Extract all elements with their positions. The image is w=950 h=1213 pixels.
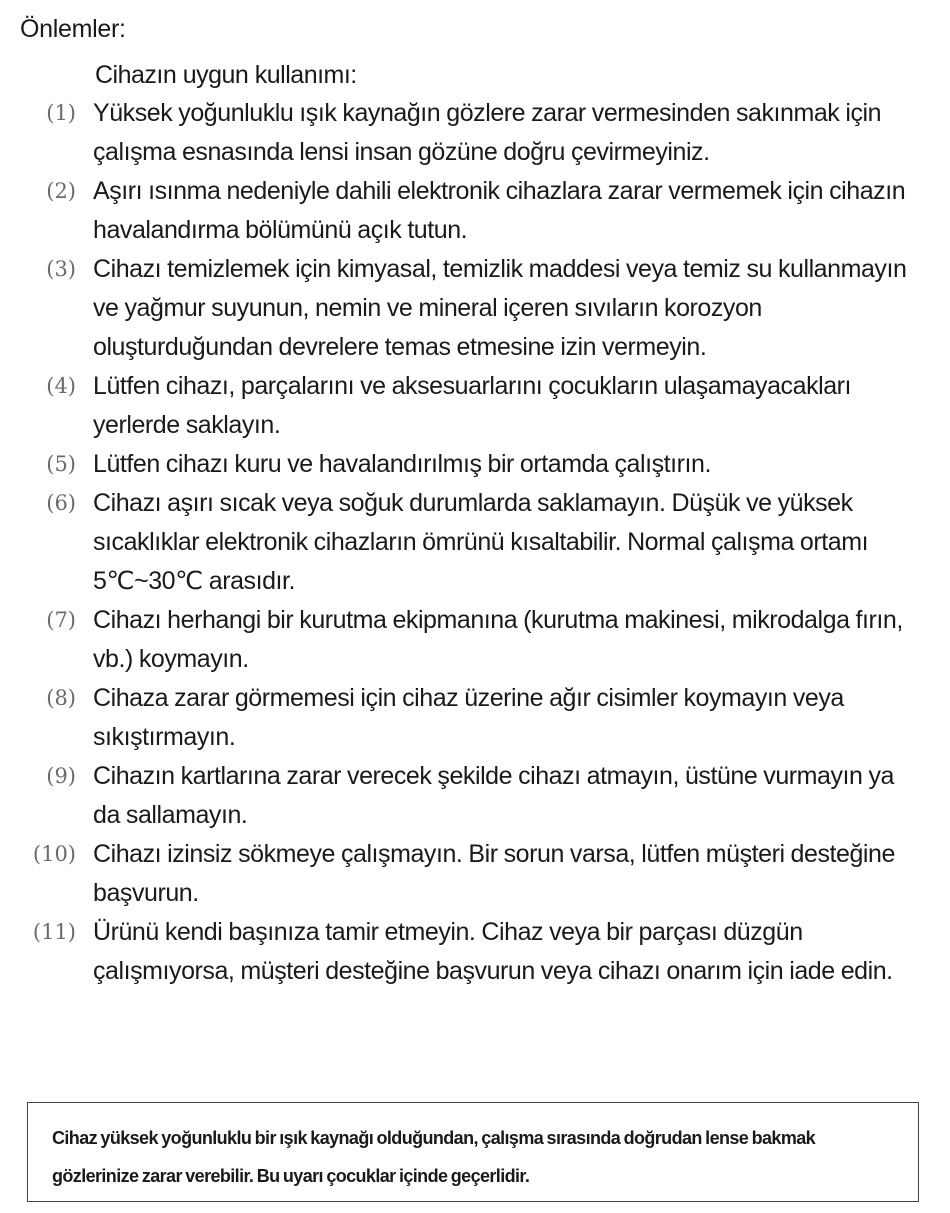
item-text: Ürünü kendi başınıza tamir etmeyin. Cihaz veya bir parçası düzgün çalışmıyorsa, müşteri desteğine başvurun veya cihazı onarım için iade edin. xyxy=(93,918,893,985)
item-text: Cihazı temizlemek için kimyasal, temizlik maddesi veya temiz su kullanmayın ve yağmur suyunun, nemin ve mineral içeren sıvıların korozyon oluşturduğundan devrelere temas etmesine izin vermeyin. xyxy=(93,255,907,361)
item-number: (10) xyxy=(32,842,76,866)
section-subtitle: Cihazın uygun kullanımı: xyxy=(95,61,357,89)
list-item xyxy=(0,913,950,991)
list-item xyxy=(0,94,950,172)
item-text: Yüksek yoğunluklu ışık kaynağın gözlere zarar vermesinden sakınmak için çalışma esnasında lensi insan gözüne doğru çevirmeyiniz. xyxy=(93,99,882,166)
item-number: (7) xyxy=(46,608,76,632)
item-number: (3) xyxy=(46,257,76,281)
page-title: Önlemler: xyxy=(20,15,126,43)
item-text: Aşırı ısınma nedeniyle dahili elektronik cihazlara zarar vermemek için cihazın havalandırma bölümünü açık tutun. xyxy=(93,177,906,244)
item-text: Lütfen cihazı, parçalarını ve aksesuarlarını çocukların ulaşamayacakları yerlerde saklayın. xyxy=(93,372,852,439)
item-number: (8) xyxy=(46,686,76,710)
warning-notice-text: Cihaz yüksek yoğunluklu bir ışık kaynağı olduğundan, çalışma sırasında doğrudan lense bakmak gözlerinize zarar verebilir. Bu uyarı çocuklar içinde geçerlidir. xyxy=(52,1128,816,1186)
item-number: (11) xyxy=(32,920,76,944)
item-text: Cihazı izinsiz sökmeye çalışmayın. Bir sorun varsa, lütfen müşteri desteğine başvurun. xyxy=(93,840,895,907)
list-item xyxy=(0,250,950,367)
item-number: (4) xyxy=(46,374,76,398)
list-item xyxy=(0,445,950,484)
list-item xyxy=(0,679,950,757)
item-text: Cihazı herhangi bir kurutma ekipmanına (kurutma makinesi, mikrodalga fırın, vb.) koymayın. xyxy=(93,606,903,673)
item-number: (1) xyxy=(46,101,76,125)
list-item xyxy=(0,172,950,250)
warning-notice-box xyxy=(27,1102,919,1202)
item-number: (9) xyxy=(46,764,76,788)
item-text: Lütfen cihazı kuru ve havalandırılmış bir ortamda çalıştırın. xyxy=(93,450,711,478)
list-item xyxy=(0,757,950,835)
item-text: Cihazın kartlarına zarar verecek şekilde cihazı atmayın, üstüne vurmayın ya da sallamayın. xyxy=(93,762,895,829)
list-item xyxy=(0,601,950,679)
list-item xyxy=(0,835,950,913)
item-number: (5) xyxy=(46,452,76,476)
precautions-list xyxy=(0,94,950,991)
item-number: (2) xyxy=(46,179,76,203)
list-item xyxy=(0,367,950,445)
item-number: (6) xyxy=(46,491,76,515)
item-text: Cihaza zarar görmemesi için cihaz üzerine ağır cisimler koymayın veya sıkıştırmayın. xyxy=(93,684,844,751)
item-text: Cihazı aşırı sıcak veya soğuk durumlarda saklamayın. Düşük ve yüksek sıcaklıklar elektronik cihazların ömrünü kısaltabilir. Normal çalışma ortamı 5℃~30℃ arasıdır. xyxy=(93,489,869,595)
list-item xyxy=(0,484,950,601)
